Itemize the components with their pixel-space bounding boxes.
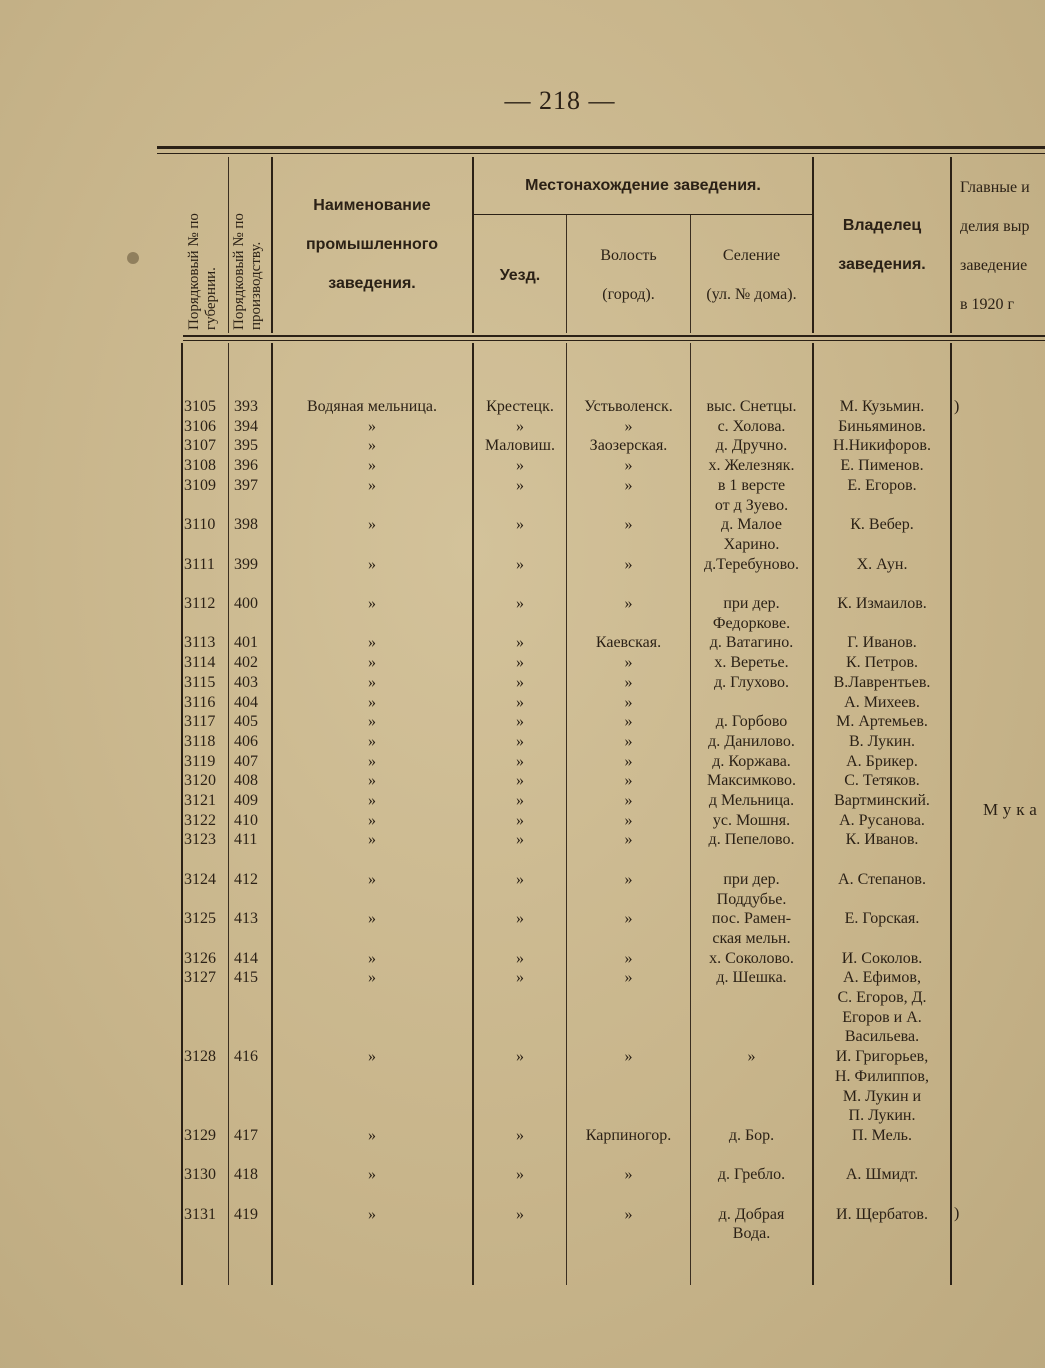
cell-uezd: » — [516, 1048, 524, 1066]
col-header-uezd: Уезд. — [499, 267, 541, 284]
cell-prod: 414 — [234, 949, 258, 967]
cell-selenie: д. Глухово. — [713, 673, 789, 691]
cell-volost: » — [624, 969, 633, 987]
cell-selenie: пос. Рамен- — [711, 910, 792, 928]
cell-name: » — [368, 811, 376, 829]
cell-uezd: » — [516, 811, 524, 829]
cell-name: » — [368, 870, 376, 888]
header-divider — [271, 157, 273, 333]
cell-prod: 397 — [234, 476, 258, 494]
cell-selenie: д. Данилово. — [708, 732, 795, 750]
table-top-rule-thin — [157, 153, 1045, 154]
cell-volost: » — [624, 693, 633, 711]
cell-name: » — [368, 555, 376, 573]
cell-gub: 3108 — [184, 457, 216, 475]
cell-name: Водяная мельница. — [306, 398, 438, 415]
cell-selenie: д. Пепелово. — [708, 831, 795, 849]
cell-selenie: х. Веретье. — [714, 654, 789, 672]
cell-owner: С. Егоров, Д. — [837, 989, 927, 1006]
cell-selenie: Харино. — [723, 535, 780, 553]
cell-selenie: д. Коржава. — [712, 752, 791, 770]
cell-prod: 400 — [234, 595, 258, 612]
cell-selenie: Федоркове. — [712, 614, 791, 632]
cell-owner: Н. Филиппов, — [835, 1067, 929, 1085]
cell-volost: » — [624, 555, 633, 573]
cell-volost: Заозерская. — [589, 437, 668, 455]
cell-owner: А. Шмидт. — [845, 1166, 919, 1184]
col-header-products: Главные и делия выр заведение в 1920 г — [960, 179, 1030, 313]
cell-selenie: д. Малое — [721, 516, 782, 534]
cell-uezd: » — [516, 693, 524, 711]
cell-selenie: » — [747, 1048, 756, 1066]
cell-selenie: д. Бор. — [728, 1126, 775, 1144]
cell-name: » — [368, 792, 376, 809]
cell-uezd: » — [516, 595, 524, 612]
cell-name: » — [368, 969, 376, 987]
cell-volost: » — [624, 595, 633, 612]
cell-volost: » — [624, 673, 633, 691]
cell-owner: М. Лукин и — [842, 1087, 922, 1105]
cell-owner: В. Лукин. — [848, 732, 916, 750]
cell-owner: К. Иванов. — [845, 831, 919, 849]
cell-gub: 3127 — [184, 969, 216, 987]
cell-uezd: » — [516, 910, 524, 928]
cell-volost: » — [624, 654, 633, 672]
cell-prod: 419 — [234, 1205, 258, 1223]
cell-owner: М. Артемьев. — [836, 713, 928, 731]
cell-selenie: д. Добрая — [718, 1205, 785, 1223]
cell-owner: К. Измаилов. — [837, 595, 927, 612]
cell-prod: 404 — [234, 693, 258, 711]
cell-name: » — [368, 417, 376, 435]
cell-owner: Биньяминов. — [838, 417, 926, 435]
cell-volost: » — [624, 732, 633, 750]
cell-name: » — [368, 516, 376, 534]
cell-gub: 3129 — [184, 1126, 216, 1144]
cell-selenie: ус. Мошня. — [712, 811, 791, 829]
cell-name: » — [368, 634, 376, 652]
cell-uezd: » — [516, 752, 524, 770]
cell-gub: 3110 — [184, 516, 216, 534]
cell-selenie: с. Холова. — [717, 417, 786, 435]
cell-uezd: » — [516, 457, 524, 475]
cell-gub: 3113 — [184, 634, 216, 652]
cell-gub: 3123 — [184, 831, 216, 849]
cell-owner: Васильева. — [844, 1028, 920, 1046]
cell-volost: » — [624, 476, 633, 494]
cell-uezd: » — [516, 516, 524, 534]
cell-selenie: ская мельн. — [712, 929, 791, 947]
cell-selenie: д. Горбово — [715, 713, 788, 731]
cell-selenie: х. Соколово. — [709, 949, 794, 967]
bracket-mark: ) — [954, 398, 960, 415]
cell-volost: » — [624, 713, 633, 731]
cell-volost: Устьволенск. — [584, 398, 673, 415]
cell-name: » — [368, 595, 376, 612]
cell-owner: Г. Иванов. — [847, 634, 917, 652]
cell-gub: 3115 — [184, 673, 216, 691]
cell-gub: 3122 — [184, 811, 216, 829]
cell-volost: » — [624, 1166, 633, 1184]
cell-gub: 3119 — [184, 752, 216, 770]
body-divider — [271, 343, 273, 1285]
cell-uezd: » — [516, 476, 524, 494]
cell-owner: М. Кузьмин. — [839, 398, 925, 415]
products-label: Мука — [983, 800, 1042, 819]
cell-owner: Х. Аун. — [856, 555, 908, 573]
cell-gub: 3114 — [184, 654, 216, 672]
header-divider — [228, 157, 229, 333]
cell-selenie: д. Гребло. — [717, 1166, 786, 1184]
cell-name: » — [368, 1048, 376, 1066]
cell-uezd: » — [516, 555, 524, 573]
body-divider — [950, 343, 952, 1285]
cell-owner: А. Брикер. — [846, 752, 918, 770]
cell-uezd: » — [516, 713, 524, 731]
cell-volost: » — [624, 811, 633, 829]
cell-owner: К. Петров. — [845, 654, 919, 672]
cell-prod: 393 — [234, 398, 258, 415]
cell-prod: 410 — [234, 811, 258, 829]
cell-gub: 3109 — [184, 476, 216, 494]
cell-uezd: » — [516, 634, 524, 652]
cell-gub: 3117 — [184, 713, 216, 731]
cell-owner: А. Михеев. — [844, 693, 920, 711]
cell-uezd: » — [516, 732, 524, 750]
cell-prod: 417 — [234, 1126, 258, 1144]
cell-uezd: Маловиш. — [485, 437, 555, 455]
cell-selenie: при дер. — [723, 870, 780, 888]
cell-gub: 3116 — [184, 693, 216, 711]
cell-gub: 3107 — [184, 437, 216, 455]
cell-name: » — [368, 693, 376, 711]
cell-selenie: выс. Снетцы. — [706, 398, 797, 415]
cell-name: » — [368, 732, 376, 750]
cell-prod: 394 — [234, 417, 258, 435]
cell-owner: И. Щербатов. — [836, 1205, 928, 1223]
cell-uezd: » — [516, 654, 524, 672]
cell-uezd: » — [516, 949, 524, 967]
cell-gub: 3121 — [184, 792, 216, 809]
cell-owner: Е. Горская. — [844, 910, 920, 928]
cell-prod: 407 — [234, 752, 258, 770]
cell-uezd: » — [516, 1126, 524, 1144]
body-divider — [228, 343, 229, 1285]
cell-name: » — [368, 476, 376, 494]
bracket-mark: ) — [954, 1205, 960, 1222]
cell-gub: 3112 — [184, 595, 216, 612]
cell-uezd: » — [516, 969, 524, 987]
cell-selenie: в 1 версте — [717, 476, 786, 494]
cell-selenie: д Мельница. — [708, 792, 795, 809]
cell-name: » — [368, 831, 376, 849]
table-top-rule — [157, 146, 1045, 149]
cell-owner: Е. Егоров. — [847, 476, 917, 494]
paper-blemish — [127, 252, 139, 264]
cell-volost: » — [624, 792, 633, 809]
cell-owner: Е. Пименов. — [840, 457, 924, 475]
cell-uezd: » — [516, 831, 524, 849]
col-header-prod-no: Порядковый № по производству. — [231, 213, 264, 330]
cell-uezd: » — [516, 772, 524, 790]
cell-owner: И. Соколов. — [841, 949, 923, 967]
header-bottom-rule-thin — [183, 340, 1045, 341]
cell-gub: 3130 — [184, 1166, 216, 1184]
cell-selenie: Вода. — [732, 1225, 771, 1243]
cell-volost: Карпиногор. — [585, 1126, 672, 1144]
col-header-gub-no: Порядковый № по губернии. — [186, 213, 219, 330]
cell-prod: 395 — [234, 437, 258, 455]
cell-selenie: от д Зуево. — [714, 496, 789, 514]
cell-selenie: Поддубье. — [716, 890, 787, 908]
cell-gub: 3128 — [184, 1048, 216, 1066]
cell-owner: В.Лаврентьев. — [833, 673, 931, 691]
cell-owner: П. Мель. — [852, 1126, 912, 1144]
cell-gub: 3105 — [184, 398, 216, 415]
cell-volost: » — [624, 1205, 633, 1223]
cell-owner: Вартминский. — [834, 792, 930, 809]
cell-prod: 399 — [234, 555, 258, 573]
cell-prod: 408 — [234, 772, 258, 790]
cell-uezd: » — [516, 870, 524, 888]
col-header-location: Местонахождение заведения. — [525, 177, 761, 194]
col-header-volost: Волость (город). — [600, 247, 657, 303]
cell-volost: » — [624, 949, 633, 967]
cell-name: » — [368, 437, 376, 455]
cell-selenie: д. Дручно. — [715, 437, 788, 455]
cell-selenie: при дер. — [723, 595, 780, 612]
cell-owner: Егоров и А. — [842, 1008, 922, 1026]
cell-prod: 411 — [234, 831, 258, 849]
cell-owner: К. Вебер. — [850, 516, 914, 534]
cell-name: » — [368, 654, 376, 672]
cell-gub: 3125 — [184, 910, 216, 928]
cell-prod: 415 — [234, 969, 258, 987]
cell-gub: 3131 — [184, 1205, 216, 1223]
col-header-owner: Владелец заведения. — [838, 217, 926, 273]
cell-selenie: д.Теребуново. — [703, 555, 800, 573]
cell-owner: И. Григорьев, — [835, 1048, 929, 1066]
cell-name: » — [368, 1166, 376, 1184]
cell-volost: » — [624, 1048, 633, 1066]
cell-prod: 409 — [234, 792, 258, 809]
cell-uezd: » — [516, 792, 524, 809]
cell-name: » — [368, 752, 376, 770]
cell-uezd: » — [516, 417, 524, 435]
cell-name: » — [368, 673, 376, 691]
cell-gub: 3120 — [184, 772, 216, 790]
cell-uezd: » — [516, 1166, 524, 1184]
cell-gub: 3106 — [184, 417, 216, 435]
cell-name: » — [368, 1126, 376, 1144]
col-header-selenie: Селение (ул. № дома). — [706, 247, 797, 303]
cell-name: » — [368, 457, 376, 475]
cell-owner: П. Лукин. — [848, 1107, 916, 1125]
cell-owner: А. Ефимов, — [843, 969, 921, 987]
cell-owner: С. Тетяков. — [844, 772, 920, 790]
cell-prod: 396 — [234, 457, 258, 475]
page-number: — 218 — — [504, 86, 616, 115]
cell-name: » — [368, 1205, 376, 1223]
cell-owner: А. Степанов. — [838, 870, 926, 888]
cell-prod: 412 — [234, 870, 258, 888]
cell-name: » — [368, 910, 376, 928]
cell-prod: 405 — [234, 713, 258, 731]
location-group-rule — [474, 214, 812, 215]
cell-prod: 418 — [234, 1166, 258, 1184]
cell-volost: Каевская. — [595, 634, 662, 652]
cell-owner: А. Русанова. — [839, 811, 925, 829]
cell-prod: 416 — [234, 1048, 258, 1066]
cell-gub: 3118 — [184, 732, 216, 750]
col-header-name: Наименование промышленного заведения. — [305, 197, 438, 292]
cell-selenie: Максимково. — [707, 772, 796, 790]
cell-gub: 3111 — [184, 555, 215, 573]
header-bottom-rule — [183, 335, 1045, 337]
cell-volost: » — [624, 870, 633, 888]
cell-volost: » — [624, 831, 633, 849]
cell-selenie: д. Ватагино. — [709, 634, 794, 652]
cell-prod: 401 — [234, 634, 258, 652]
cell-volost: » — [624, 772, 633, 790]
body-divider — [181, 343, 183, 1285]
cell-uezd: Крестецк. — [486, 398, 554, 415]
cell-name: » — [368, 772, 376, 790]
cell-gub: 3124 — [184, 870, 216, 888]
cell-volost: » — [624, 752, 633, 770]
cell-name: » — [368, 713, 376, 731]
cell-prod: 402 — [234, 654, 258, 672]
cell-name: » — [368, 949, 376, 967]
cell-uezd: » — [516, 1205, 524, 1223]
cell-selenie: д. Шешка. — [716, 969, 787, 987]
cell-owner: Н.Никифоров. — [833, 437, 931, 455]
cell-prod: 406 — [234, 732, 258, 750]
cell-uezd: » — [516, 673, 524, 691]
cell-volost: » — [624, 516, 633, 534]
cell-gub: 3126 — [184, 949, 216, 967]
cell-prod: 413 — [234, 910, 258, 928]
cell-prod: 403 — [234, 673, 258, 691]
cell-volost: » — [624, 910, 633, 928]
cell-volost: » — [624, 417, 633, 435]
cell-prod: 398 — [234, 516, 258, 534]
cell-selenie: х. Железняк. — [708, 457, 795, 475]
cell-volost: » — [624, 457, 633, 475]
